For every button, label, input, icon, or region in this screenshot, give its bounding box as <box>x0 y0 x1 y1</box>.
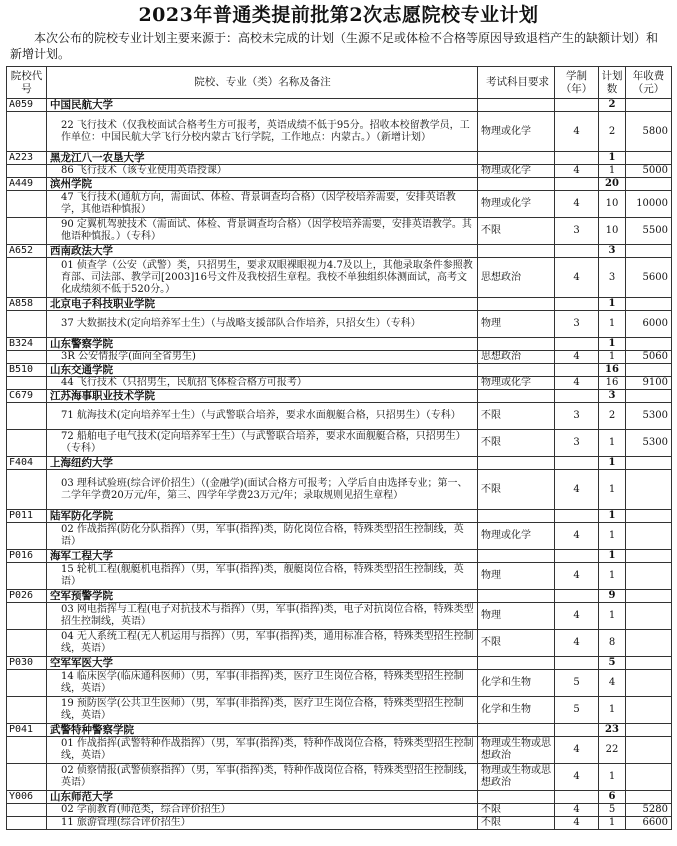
school-row <box>7 390 672 403</box>
major-row <box>7 523 672 550</box>
header-code: 院校代号 <box>7 67 47 99</box>
major-years: 4 <box>555 523 599 550</box>
school-subject-cell <box>478 791 555 804</box>
school-code: P041 <box>7 724 47 737</box>
school-fee-cell <box>626 550 672 563</box>
major-fee <box>626 764 672 791</box>
major-years: 4 <box>555 603 599 630</box>
school-name: 西南政法大学 <box>47 245 478 258</box>
school-subject-cell <box>478 550 555 563</box>
major-subject: 不限 <box>478 403 555 430</box>
major-description: 02 作战指挥(防化分队指挥）（男，军事(指挥)类，防化岗位合格，特殊类型招生控制线，英语） <box>47 523 478 550</box>
school-years-cell <box>555 657 599 670</box>
major-plan-count: 1 <box>599 817 626 830</box>
major-plan-count: 10 <box>599 191 626 218</box>
major-plan-count: 3 <box>599 258 626 298</box>
school-plan-count: 1 <box>599 550 626 563</box>
school-row <box>7 178 672 191</box>
school-code: Y006 <box>7 791 47 804</box>
major-description: 3R 公安情报学(面向全省男生) <box>47 351 478 364</box>
major-subject: 思想政治 <box>478 351 555 364</box>
school-fee-cell <box>626 457 672 470</box>
major-years: 4 <box>555 351 599 364</box>
major-years: 3 <box>555 218 599 245</box>
major-description: 71 航海技术(定向培养军士生）（与武警联合培养，要求水面舰艇合格，只招男生）（专科） <box>47 403 478 430</box>
school-code: P030 <box>7 657 47 670</box>
major-fee <box>626 697 672 724</box>
major-row <box>7 737 672 764</box>
major-fee <box>626 670 672 697</box>
major-plan-count: 1 <box>599 764 626 791</box>
school-name: 上海纽约大学 <box>47 457 478 470</box>
school-name: 海军工程大学 <box>47 550 478 563</box>
major-subject: 物理 <box>478 603 555 630</box>
major-fee: 5300 <box>626 403 672 430</box>
school-code: C679 <box>7 390 47 403</box>
major-description: 11 旅游管理(综合评价招生） <box>47 817 478 830</box>
school-fee-cell <box>626 338 672 351</box>
major-subject: 不限 <box>478 817 555 830</box>
major-description: 01 作战指挥(武警特种作战指挥）（男，军事(指挥)类，特种作战岗位合格，特殊类型招生控制线，英语） <box>47 737 478 764</box>
major-code-cell <box>7 737 47 764</box>
school-row <box>7 99 672 112</box>
major-fee: 5280 <box>626 804 672 817</box>
major-plan-count: 2 <box>599 403 626 430</box>
school-code: F404 <box>7 457 47 470</box>
intro-paragraph: 本次公布的院校专业计划主要来源于：高校未完成的计划（生源不足或体检不合格等原因导致退档产生的缺额计划）和新增计划。 <box>10 31 659 61</box>
school-row <box>7 152 672 165</box>
major-row <box>7 191 672 218</box>
major-plan-count: 1 <box>599 563 626 590</box>
major-plan-count: 1 <box>599 311 626 338</box>
major-code-cell <box>7 377 47 390</box>
school-fee-cell <box>626 791 672 804</box>
school-subject-cell <box>478 338 555 351</box>
major-row <box>7 311 672 338</box>
major-fee: 6000 <box>626 311 672 338</box>
school-subject-cell <box>478 657 555 670</box>
school-code: A449 <box>7 178 47 191</box>
header-years: 学制（年） <box>555 67 599 99</box>
major-plan-count: 4 <box>599 670 626 697</box>
major-fee: 5500 <box>626 218 672 245</box>
school-years-cell <box>555 510 599 523</box>
school-plan-count: 16 <box>599 364 626 377</box>
major-code-cell <box>7 112 47 152</box>
school-years-cell <box>555 152 599 165</box>
major-plan-count: 1 <box>599 430 626 457</box>
school-subject-cell <box>478 390 555 403</box>
major-row <box>7 630 672 657</box>
school-row <box>7 338 672 351</box>
school-plan-count: 5 <box>599 657 626 670</box>
major-subject: 不限 <box>478 630 555 657</box>
school-code: A059 <box>7 99 47 112</box>
school-fee-cell <box>626 298 672 311</box>
major-plan-count: 1 <box>599 165 626 178</box>
major-fee: 10000 <box>626 191 672 218</box>
major-plan-count: 8 <box>599 630 626 657</box>
school-plan-count: 23 <box>599 724 626 737</box>
major-fee <box>626 523 672 550</box>
school-name: 北京电子科技职业学院 <box>47 298 478 311</box>
major-description: 02 学前教育(师范类，综合评价招生） <box>47 804 478 817</box>
school-name: 陆军防化学院 <box>47 510 478 523</box>
school-plan-count: 3 <box>599 390 626 403</box>
school-years-cell <box>555 590 599 603</box>
school-fee-cell <box>626 178 672 191</box>
major-row <box>7 697 672 724</box>
major-code-cell <box>7 697 47 724</box>
major-code-cell <box>7 804 47 817</box>
school-years-cell <box>555 298 599 311</box>
table-header-row <box>7 67 672 99</box>
major-fee: 5800 <box>626 112 672 152</box>
school-name: 空军预警学院 <box>47 590 478 603</box>
major-years: 4 <box>555 563 599 590</box>
major-row <box>7 258 672 298</box>
major-fee <box>626 563 672 590</box>
school-plan-count: 1 <box>599 152 626 165</box>
major-fee: 6600 <box>626 817 672 830</box>
major-years: 4 <box>555 764 599 791</box>
header-fee: 年收费（元） <box>626 67 672 99</box>
school-row <box>7 457 672 470</box>
major-years: 4 <box>555 804 599 817</box>
school-code: A223 <box>7 152 47 165</box>
major-row <box>7 218 672 245</box>
major-plan-count: 2 <box>599 112 626 152</box>
major-fee: 9100 <box>626 377 672 390</box>
major-row <box>7 603 672 630</box>
school-fee-cell <box>626 245 672 258</box>
school-code: B324 <box>7 338 47 351</box>
school-plan-count: 20 <box>599 178 626 191</box>
major-years: 4 <box>555 258 599 298</box>
major-code-cell <box>7 603 47 630</box>
school-subject-cell <box>478 457 555 470</box>
major-description: 14 临床医学(临床通科医师）（男，军事(非指挥)类，医疗卫生岗位合格，特殊类型招生控制线，英语） <box>47 670 478 697</box>
major-years: 5 <box>555 670 599 697</box>
major-row <box>7 764 672 791</box>
school-subject-cell <box>478 590 555 603</box>
school-name: 山东交通学院 <box>47 364 478 377</box>
major-subject: 物理或化学 <box>478 191 555 218</box>
major-fee: 5300 <box>626 430 672 457</box>
major-subject: 物理 <box>478 563 555 590</box>
school-name: 武警特种警察学院 <box>47 724 478 737</box>
school-name: 山东师范大学 <box>47 791 478 804</box>
school-years-cell <box>555 791 599 804</box>
school-subject-cell <box>478 298 555 311</box>
school-row <box>7 590 672 603</box>
plan-table <box>6 66 672 830</box>
major-fee: 5600 <box>626 258 672 298</box>
school-fee-cell <box>626 590 672 603</box>
major-code-cell <box>7 165 47 178</box>
school-years-cell <box>555 178 599 191</box>
school-row <box>7 550 672 563</box>
major-code-cell <box>7 351 47 364</box>
major-code-cell <box>7 403 47 430</box>
school-name: 黑龙江八一农垦大学 <box>47 152 478 165</box>
major-years: 4 <box>555 630 599 657</box>
major-row <box>7 470 672 510</box>
school-years-cell <box>555 457 599 470</box>
major-row <box>7 377 672 390</box>
major-plan-count: 10 <box>599 218 626 245</box>
table-body <box>7 99 672 830</box>
major-description: 15 轮机工程(舰艇机电指挥）（男，军事(指挥)类，舰艇岗位合格，特殊类型招生控制线，英语） <box>47 563 478 590</box>
major-subject: 物理或化学 <box>478 523 555 550</box>
school-plan-count: 2 <box>599 99 626 112</box>
major-subject: 物理或化学 <box>478 112 555 152</box>
school-fee-cell <box>626 152 672 165</box>
school-years-cell <box>555 390 599 403</box>
major-description: 90 定翼机驾驶技术（需面试、体检、背景调查均合格）（因学校培养需要，安排英语教学。其他语种慎报。）（专科） <box>47 218 478 245</box>
school-years-cell <box>555 99 599 112</box>
school-fee-cell <box>626 510 672 523</box>
major-code-cell <box>7 670 47 697</box>
major-years: 4 <box>555 377 599 390</box>
school-plan-count: 9 <box>599 590 626 603</box>
school-row <box>7 724 672 737</box>
major-description: 37 大数据技术(定向培养军士生）（与战略支援部队合作培养，只招女生）（专科） <box>47 311 478 338</box>
school-fee-cell <box>626 657 672 670</box>
major-row <box>7 165 672 178</box>
major-years: 3 <box>555 403 599 430</box>
major-years: 4 <box>555 112 599 152</box>
school-fee-cell <box>626 99 672 112</box>
header-desc: 院校、专业（类）名称及备注 <box>47 67 478 99</box>
school-plan-count: 3 <box>599 245 626 258</box>
school-plan-count: 6 <box>599 791 626 804</box>
major-row <box>7 670 672 697</box>
major-years: 3 <box>555 311 599 338</box>
major-row <box>7 804 672 817</box>
school-code: A858 <box>7 298 47 311</box>
school-subject-cell <box>478 510 555 523</box>
major-subject: 物理或生物或思想政治 <box>478 764 555 791</box>
major-plan-count: 1 <box>599 603 626 630</box>
major-row <box>7 403 672 430</box>
school-subject-cell <box>478 178 555 191</box>
major-years: 4 <box>555 737 599 764</box>
major-subject: 不限 <box>478 430 555 457</box>
major-plan-count: 5 <box>599 804 626 817</box>
school-fee-cell <box>626 364 672 377</box>
major-description: 03 理科试验班(综合评价招生）（(金融学)(面试合格方可报考；入学后自由选择专业；第一、二学年学费20万元/年，第三、四学年学费23万元/年；录取规则见招生章程） <box>47 470 478 510</box>
major-subject: 不限 <box>478 804 555 817</box>
school-years-cell <box>555 338 599 351</box>
major-fee <box>626 630 672 657</box>
major-fee: 5060 <box>626 351 672 364</box>
school-code: B510 <box>7 364 47 377</box>
major-subject: 不限 <box>478 218 555 245</box>
major-subject: 物理或化学 <box>478 165 555 178</box>
school-row <box>7 364 672 377</box>
school-subject-cell <box>478 152 555 165</box>
major-description: 04 无人系统工程(无人机运用与指挥）（男，军事(指挥)类，通用标准合格，特殊类型招生控制线，英语） <box>47 630 478 657</box>
major-plan-count: 1 <box>599 470 626 510</box>
school-years-cell <box>555 550 599 563</box>
major-code-cell <box>7 470 47 510</box>
major-plan-count: 22 <box>599 737 626 764</box>
major-plan-count: 16 <box>599 377 626 390</box>
major-description: 03 网电指挥与工程(电子对抗技术与指挥）（男，军事(指挥)类，电子对抗岗位合格，特殊类型招生控制线，英语） <box>47 603 478 630</box>
school-code: P016 <box>7 550 47 563</box>
major-years: 4 <box>555 191 599 218</box>
school-fee-cell <box>626 724 672 737</box>
major-code-cell <box>7 258 47 298</box>
major-subject: 思想政治 <box>478 258 555 298</box>
school-name: 空军军医大学 <box>47 657 478 670</box>
school-code: P026 <box>7 590 47 603</box>
school-subject-cell <box>478 245 555 258</box>
major-years: 4 <box>555 470 599 510</box>
school-name: 山东警察学院 <box>47 338 478 351</box>
school-plan-count: 1 <box>599 510 626 523</box>
major-years: 5 <box>555 697 599 724</box>
school-row <box>7 510 672 523</box>
school-subject-cell <box>478 364 555 377</box>
major-description: 22 飞行技术（仅我校面试合格考生方可报考，英语成绩不低于95分。招收本校留教学员，工作单位：中国民航大学飞行分校内蒙古飞行学院，工作地点：内蒙古。）（新增计划） <box>47 112 478 152</box>
major-code-cell <box>7 523 47 550</box>
major-plan-count: 1 <box>599 697 626 724</box>
major-plan-count: 1 <box>599 523 626 550</box>
major-fee: 5000 <box>626 165 672 178</box>
major-row <box>7 430 672 457</box>
major-code-cell <box>7 191 47 218</box>
major-fee <box>626 737 672 764</box>
school-years-cell <box>555 364 599 377</box>
school-plan-count: 1 <box>599 457 626 470</box>
major-code-cell <box>7 764 47 791</box>
major-row <box>7 112 672 152</box>
school-fee-cell <box>626 390 672 403</box>
major-subject: 化学和生物 <box>478 697 555 724</box>
major-subject: 不限 <box>478 470 555 510</box>
school-subject-cell <box>478 99 555 112</box>
school-row <box>7 791 672 804</box>
major-years: 4 <box>555 165 599 178</box>
major-code-cell <box>7 563 47 590</box>
major-row <box>7 563 672 590</box>
school-years-cell <box>555 724 599 737</box>
school-row <box>7 245 672 258</box>
major-code-cell <box>7 430 47 457</box>
school-name: 中国民航大学 <box>47 99 478 112</box>
major-subject: 物理或生物或思想政治 <box>478 737 555 764</box>
school-code: P011 <box>7 510 47 523</box>
school-name: 滨州学院 <box>47 178 478 191</box>
major-row <box>7 817 672 830</box>
school-name: 江苏海事职业技术学院 <box>47 390 478 403</box>
major-fee <box>626 470 672 510</box>
major-description: 01 侦查学（公安（武警）类，只招男生，要求双眼裸眼视力4.7及以上，其他录取条件参照教育部、司法部、教学司[2003]16号文件及我校招生章程。我校不单独组织体测面试，高考文化成绩须不低于520分。） <box>47 258 478 298</box>
major-plan-count: 1 <box>599 351 626 364</box>
school-plan-count: 1 <box>599 338 626 351</box>
major-code-cell <box>7 630 47 657</box>
major-row <box>7 351 672 364</box>
major-code-cell <box>7 311 47 338</box>
header-plan: 计划数 <box>599 67 626 99</box>
major-description: 44 飞行技术（只招男生，民航招飞体检合格方可报考） <box>47 377 478 390</box>
major-years: 4 <box>555 817 599 830</box>
header-subject: 考试科目要求 <box>478 67 555 99</box>
major-description: 02 侦察情报(武警侦察指挥）（男，军事(指挥)类，特种作战岗位合格，特殊类型招生控制线，英语） <box>47 764 478 791</box>
major-description: 47 飞行技术(通航方向，需面试、体检、背景调查均合格）（因学校培养需要，安排英语教学，其他语种慎报） <box>47 191 478 218</box>
major-description: 72 船舶电子电气技术(定向培养军士生）（与武警联合培养，要求水面舰艇合格，只招男生）（专科） <box>47 430 478 457</box>
major-description: 86 飞行技术（该专业使用英语授课） <box>47 165 478 178</box>
major-subject: 物理或化学 <box>478 377 555 390</box>
major-code-cell <box>7 218 47 245</box>
major-subject: 物理 <box>478 311 555 338</box>
major-subject: 化学和生物 <box>478 670 555 697</box>
page-title: 2023年普通类提前批第2次志愿院校专业计划 <box>138 4 539 26</box>
school-code: A652 <box>7 245 47 258</box>
major-fee <box>626 603 672 630</box>
school-plan-count: 1 <box>599 298 626 311</box>
school-subject-cell <box>478 724 555 737</box>
school-row <box>7 298 672 311</box>
school-row <box>7 657 672 670</box>
school-years-cell <box>555 245 599 258</box>
major-years: 3 <box>555 430 599 457</box>
major-description: 19 预防医学(公共卫生医师）（男，军事(非指挥)类，医疗卫生岗位合格，特殊类型招生控制线，英语） <box>47 697 478 724</box>
major-code-cell <box>7 817 47 830</box>
